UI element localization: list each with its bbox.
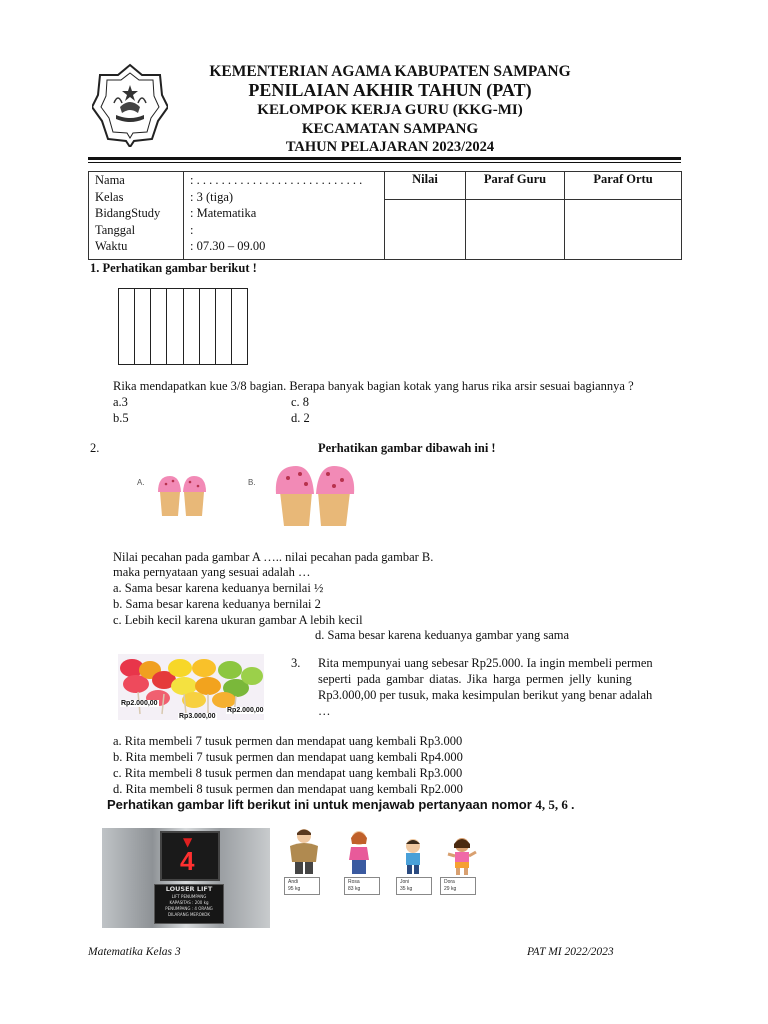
strip-part [184,289,200,364]
q2-text-1: Nilai pecahan pada gambar A ….. nilai pecahan pada gambar B. [113,550,434,564]
q1-option-d: d. 2 [291,411,310,425]
person-andi-figure [284,828,324,876]
q1-option-b: b.5 [113,411,129,425]
header-rule [88,157,681,160]
q3-option-a: a. Rita membeli 7 tusuk permen dan mendapat uang kembali Rp3.000 [113,734,463,748]
q2-title: Perhatikan gambar dibawah ini ! [318,441,496,455]
q3-number: 3. [291,656,301,670]
value-tanggal: : [190,222,194,237]
value-kelas: : 3 (tiga) [190,189,234,204]
student-info-table [88,171,682,260]
lift-display-panel [160,831,220,881]
q2-label-a: A. [137,478,145,487]
q1-title: 1. Perhatikan gambar berikut ! [90,261,257,275]
kemenag-logo [92,63,168,147]
q1-cake-strip [118,288,248,365]
q3-option-d: d. Rita membeli 8 tusuk permen dan mendapat uang kembali Rp2.000 [113,782,463,796]
label-tanggal: Tanggal [95,222,136,237]
lift-instruction-text: Perhatikan gambar lift berikut ini untuk menjawab pertanyaan nomor [107,797,536,812]
q2-number: 2. [90,441,100,455]
footer-subject: Matematika Kelas 3 [88,946,181,958]
strip-part [200,289,216,364]
q2-option-a: a. Sama besar karena keduanya bernilai ½ [113,581,324,595]
q2-label-b: B. [248,478,256,487]
strip-part [232,289,247,364]
person-joni-name: Joni [400,879,410,885]
q2-option-c: c. Lebih kecil karena ukuran gambar A lebih kecil [113,613,363,627]
person-dora-figure [442,836,480,876]
header-kkg: KELOMPOK KERJA GURU (KKG-MI) [257,102,523,118]
person-andi-name: Andi [288,879,299,885]
label-waktu: Waktu [95,239,128,253]
q3-text-line-3: Rp3.000,00 per tusuk, maka kesimpulan berikut yang benar adalah [318,688,653,702]
plate-line-2: KAPASITAS : 200 kg [169,900,209,905]
q3-price-tag-1: Rp2.000,00 [121,700,158,707]
value-nama: : . . . . . . . . . . . . . . . . . . . . . . . . . . . [190,173,363,187]
person-dora-card [440,877,476,895]
paraf-ortu-box [565,200,682,260]
q3-price-tag-2: Rp2.000,00 [227,707,264,714]
person-rosa-name: Rosa [348,879,360,885]
lift-info-plate [154,884,224,924]
person-rosa-figure [344,830,374,876]
q3-option-b: b. Rita membeli 7 tusuk permen dan mendapat uang kembali Rp4.000 [113,750,463,764]
q3-text-line-2: seperti pada gambar diatas. Jika harga permen jelly kuning [318,672,632,686]
label-kelas: Kelas [95,189,124,204]
q1-question: Rika mendapatkan kue 3/8 bagian. Berapa banyak bagian kotak yang harus rika arsir sesuai bagiannya ? [113,379,634,393]
q2-option-d: d. Sama besar karena keduanya gambar yang sama [315,628,570,642]
strip-part [135,289,151,364]
plate-line-4: DILARANG MEROKOK [167,912,211,917]
person-joni-weight: 35 kg [400,886,413,892]
q1-option-a: a.3 [113,395,128,409]
strip-part [216,289,232,364]
lift-floor-number: 4 [180,846,195,876]
lift-instruction-numbers: 4, 5, 6 . [535,797,575,812]
plate-title: LOUSER LIFT [165,885,213,893]
q1-option-c: c. 8 [291,395,310,409]
person-dora-name: Dora [444,879,455,885]
header-ministry: KEMENTERIAN AGAMA KABUPATEN SAMPANG [209,63,571,80]
person-andi-card [284,877,320,895]
header-rule-thin [88,162,681,163]
q3-option-c: c. Rita membeli 8 tusuk permen dan mendapat uang kembali Rp3.000 [113,766,463,780]
paraf-ortu-header: Paraf Ortu [565,172,682,200]
lift-arrow-icon: ▼ [183,835,193,849]
value-waktu: : 07.30 – 09.00 [190,239,266,253]
plate-line-3: PENUMPANG : 4 ORANG [165,906,213,911]
header-school-year: TAHUN PELAJARAN 2023/2024 [285,139,495,155]
plate-line-1: LIFT PENUMPANG [171,894,207,899]
nilai-header: Nilai [385,172,466,200]
header-exam-title: PENILAIAN AKHIR TAHUN (PAT) [248,80,532,100]
label-bidang-study: BidangStudy [95,206,161,220]
lift-image [102,828,270,928]
value-bidang-study: : Matematika [190,206,257,220]
q3-text-line-4: … [318,704,331,718]
q2-cupcake-a-image [154,472,210,518]
info-values [184,172,385,260]
lift-instruction [107,797,574,813]
label-nama: Nama [95,173,125,187]
header-district: KECAMATAN SAMPANG [301,121,479,137]
strip-part [119,289,135,364]
person-andi-weight: 95 kg [288,886,301,892]
paraf-guru-header: Paraf Guru [466,172,565,200]
q3-text-line-1: Rita mempunyai uang sebesar Rp25.000. Ia ingin membeli permen [318,656,653,670]
q3-price-tag-3: Rp3.000,00 [179,713,216,720]
q2-option-b: b. Sama besar karena keduanya bernilai 2 [113,597,321,611]
person-rosa-card [344,877,380,895]
person-joni-card [396,877,432,895]
person-joni-figure [398,838,428,876]
nilai-box [385,200,466,260]
info-labels [89,172,184,260]
footer-exam: PAT MI 2022/2023 [527,946,614,958]
paraf-guru-box [466,200,565,260]
person-dora-weight: 29 kg [444,886,457,892]
q2-cupcake-b-image [272,462,358,528]
q2-text-2: maka pernyataan yang sesuai adalah … [113,565,311,579]
strip-part [151,289,167,364]
person-rosa-weight: 83 kg [348,886,361,892]
strip-part [167,289,183,364]
